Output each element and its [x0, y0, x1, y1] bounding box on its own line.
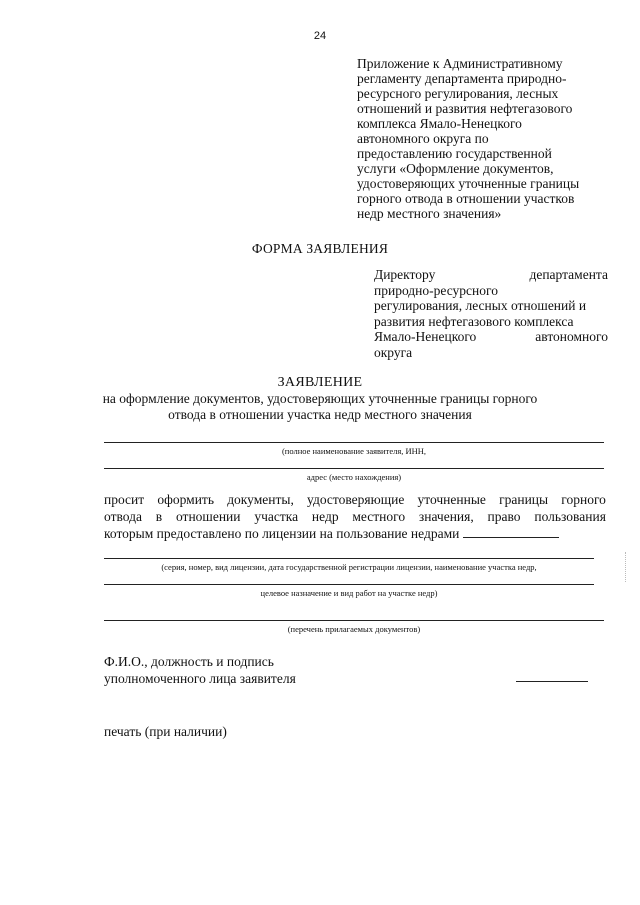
word: оформить	[157, 492, 214, 507]
license-blank-field[interactable]	[463, 527, 559, 538]
license-line	[104, 558, 594, 559]
applicant-name-line	[104, 442, 604, 443]
applicant-name-caption: (полное наименование заявителя, ИНН,	[281, 446, 427, 456]
word: отвода	[104, 509, 142, 524]
signature-blank[interactable]	[516, 681, 588, 682]
word: пользования	[534, 509, 606, 524]
purpose-caption: целевое назначение и вид работ на участке недр)	[260, 588, 438, 598]
form-title: ФОРМА ЗАЯВЛЕНИЯ	[251, 241, 389, 256]
word: документы,	[227, 492, 294, 507]
addressee-line: развития нефтегазового комплекса	[374, 313, 574, 329]
scan-artifact	[625, 552, 628, 582]
paragraph-text: которым предоставлено по лицензии на пользование недрами	[104, 526, 460, 541]
addressee-line	[374, 329, 608, 345]
appendix-line: регламенту департамента природно-	[357, 71, 567, 86]
addressee-word: Ямало-Ненецкого	[374, 329, 477, 344]
appendix-line: горного отвода в отношении участков	[357, 191, 575, 206]
word: право	[487, 509, 521, 524]
documents-line	[104, 620, 604, 621]
appendix-line: комплекса Ямало-Ненецкого	[357, 116, 522, 131]
application-subtitle	[100, 391, 540, 423]
paragraph-line	[104, 508, 606, 525]
addressee-line: округа	[374, 344, 413, 360]
appendix-line: отношений и развития нефтегазового	[357, 101, 573, 116]
subtitle-line: на оформление документов, удостоверяющих уточненные границы горного	[102, 391, 538, 406]
word: отношении	[175, 509, 241, 524]
word: просит	[104, 492, 145, 507]
appendix-line: недр местного значения»	[357, 206, 502, 221]
paragraph-line	[104, 525, 606, 542]
addressee-word: департамента	[529, 267, 608, 282]
appendix-note	[357, 56, 607, 221]
appendix-line: автономного округа по	[357, 131, 489, 146]
subtitle-line: отвода в отношении участка недр местного значения	[168, 407, 472, 422]
signature-line: Ф.И.О., должность и подпись	[104, 654, 274, 669]
addressee-line	[374, 267, 608, 283]
appendix-line: предоставлению государственной	[357, 146, 552, 161]
word: в	[155, 509, 163, 524]
word: границы	[499, 492, 549, 507]
addressee-block	[374, 267, 608, 360]
page-number: 24	[313, 30, 327, 42]
word: удостоверяющие	[307, 492, 405, 507]
addressee-word: автономного	[535, 329, 608, 344]
appendix-line: Приложение к Административному	[357, 56, 563, 71]
signature-label	[104, 653, 296, 687]
word: уточненные	[417, 492, 486, 507]
appendix-line: ресурсного регулирования, лесных	[357, 86, 559, 101]
paragraph-line	[104, 491, 606, 508]
documents-caption: (перечень прилагаемых документов)	[287, 624, 421, 634]
application-title: ЗАЯВЛЕНИЕ	[277, 375, 363, 390]
appendix-line: услуги «Оформление документов,	[357, 161, 554, 176]
word: значения,	[418, 509, 474, 524]
purpose-line	[104, 584, 594, 585]
address-caption: адрес (место нахождения)	[306, 472, 402, 482]
word: горного	[561, 492, 606, 507]
word: участка	[254, 509, 299, 524]
addressee-word: Директору	[374, 267, 436, 282]
word: недр	[311, 509, 339, 524]
signature-line: уполномоченного лица заявителя	[104, 671, 296, 686]
request-paragraph	[104, 491, 606, 542]
addressee-line: природно-ресурсного	[374, 282, 498, 298]
address-line	[104, 468, 604, 469]
addressee-line: регулирования, лесных отношений и	[374, 298, 587, 313]
license-caption: (серия, номер, вид лицензии, дата государственной регистрации лицензии, наименование участка недр,	[161, 562, 537, 572]
appendix-line: удостоверяющих уточненные границы	[357, 176, 580, 191]
word: местного	[352, 509, 406, 524]
seal-label: печать (при наличии)	[104, 724, 227, 739]
